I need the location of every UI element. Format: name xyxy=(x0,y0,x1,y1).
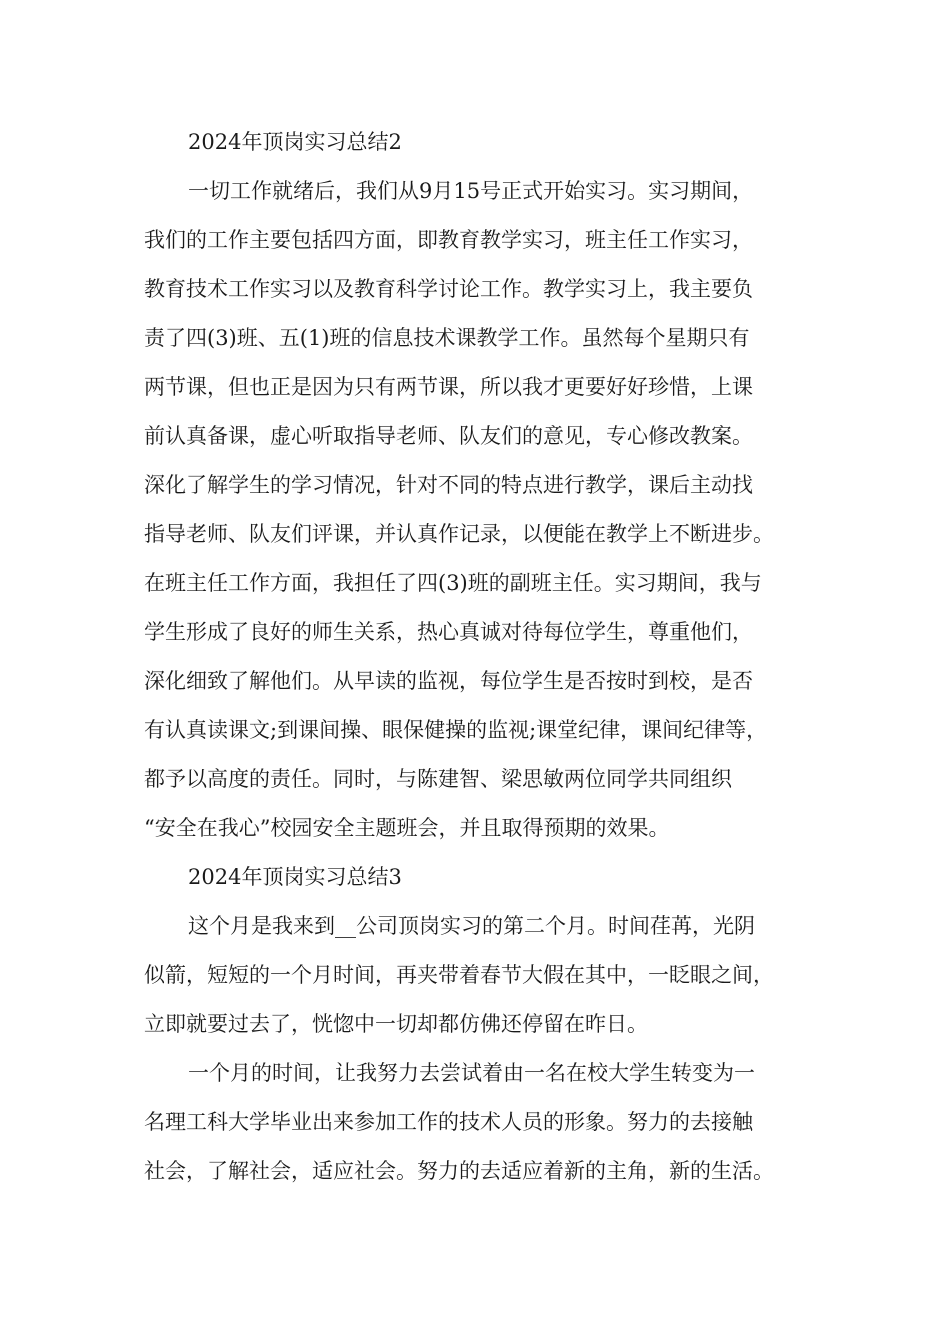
paragraph xyxy=(144,902,820,1049)
section-title: 2024年顶岗实习总结3 xyxy=(188,865,402,889)
text-line: 责了四(3)班、五(1)班的信息技术课教学工作。虽然每个星期只有 xyxy=(144,326,750,350)
paragraph xyxy=(144,167,820,853)
text-line: 教育技术工作实习以及教育科学讨论工作。教学实习上，我主要负 xyxy=(144,277,753,301)
text-line: 两节课，但也正是因为只有两节课，所以我才更要好好珍惜，上课 xyxy=(144,375,753,399)
text-line: 深化细致了解他们。从早读的监视，每位学生是否按时到校，是否 xyxy=(144,669,753,693)
text-line: 学生形成了良好的师生关系，热心真诚对待每位学生，尊重他们， xyxy=(144,620,753,644)
text-line: 一切工作就绪后，我们从9月15号正式开始实习。实习期间， xyxy=(188,179,754,203)
text-line: “安全在我心”校园安全主题班会，并且取得预期的效果。 xyxy=(144,816,670,840)
text-line: 前认真备课，虚心听取指导老师、队友们的意见，专心修改教案。 xyxy=(144,424,753,448)
text-line: 这个月是我来到__公司顶岗实习的第二个月。时间荏苒，光阴 xyxy=(188,914,755,938)
document-body xyxy=(144,118,820,1196)
paragraph xyxy=(144,1049,820,1196)
text-line: 深化了解学生的学习情况，针对不同的特点进行教学，课后主动找 xyxy=(144,473,753,497)
text-line: 在班主任工作方面，我担任了四(3)班的副班主任。实习期间，我与 xyxy=(144,571,762,595)
text-line: 我们的工作主要包括四方面，即教育教学实习，班主任工作实习， xyxy=(144,228,753,252)
text-line: 有认真读课文;到课间操、眼保健操的监视;课堂纪律，课间纪律等， xyxy=(144,718,768,742)
text-line: 指导老师、队友们评课，并认真作记录，以便能在教学上不断进步。 xyxy=(144,522,774,546)
text-line: 社会，了解社会，适应社会。努力的去适应着新的主角，新的生活。 xyxy=(144,1159,774,1183)
text-line: 立即就要过去了，恍惚中一切却都仿佛还停留在昨日。 xyxy=(144,1012,648,1036)
text-line: 都予以高度的责任。同时，与陈建智、梁思敏两位同学共同组织 xyxy=(144,767,732,791)
text-line: 名理工科大学毕业出来参加工作的技术人员的形象。努力的去接触 xyxy=(144,1110,753,1134)
section-title: 2024年顶岗实习总结2 xyxy=(188,130,402,154)
text-line: 似箭，短短的一个月时间，再夹带着春节大假在其中，一眨眼之间， xyxy=(144,963,774,987)
text-line: 一个月的时间，让我努力去尝试着由一名在校大学生转变为一 xyxy=(188,1061,755,1085)
